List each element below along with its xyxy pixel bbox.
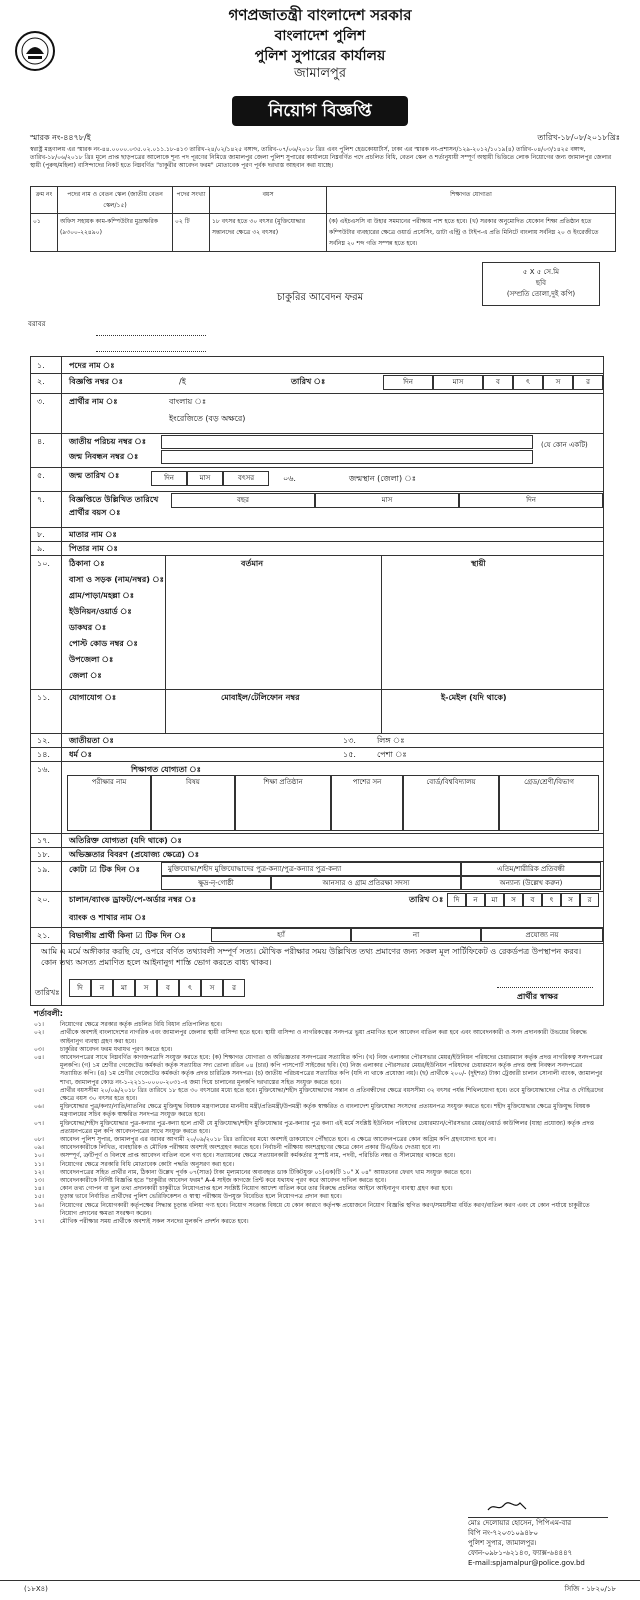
contact-divider — [381, 689, 382, 733]
date-label: তারিখ ঃ — [409, 895, 444, 904]
occupation-label: পেশা ঃ — [377, 750, 407, 759]
row-number: ১১. — [37, 693, 50, 702]
dob-month-cell[interactable]: মাস — [187, 471, 223, 486]
row-number: ০৬. — [283, 474, 296, 483]
birth-district-label: জন্মস্থান (জেলা) ঃ — [349, 474, 417, 483]
memo-number: স্মারক নং-৪৪৭৮/ই — [30, 133, 91, 142]
date-cell[interactable]: স — [201, 979, 223, 997]
condition-text: নিয়োগের ক্ষেত্রে সরকার কর্তৃক প্রচলিত বিধি বিধান প্রতিপালিত হবে। — [60, 1021, 222, 1029]
address-field-label: ইউনিয়ন/ওয়ার্ড ঃ — [69, 607, 132, 616]
row-label: শিক্ষাগত যোগ্যতা ঃ — [131, 765, 201, 774]
address-divider — [165, 555, 166, 689]
condition-text: আবেদনকারীকে নির্দিষ্ট বিজ্ঞপ্তি হতে "চাকুরীর আবেদন ফরম" A-4 সাইজ কাগজে প্রিন্ট করে যথাযথ পূরণ করে আবেদন দাখিল করতে হবে। — [60, 1177, 387, 1185]
row-contact[interactable] — [31, 689, 603, 734]
condition-number: ১৪। — [34, 1185, 44, 1193]
condition-number: ০৯। — [34, 1144, 44, 1152]
cell-post: অফিস সহায়ক কাম-কম্পিউটার মুদ্রাক্ষরিক (৯৩০০-২২৪৯০) — [58, 214, 173, 252]
photo-size: ৫ X ৫ সে.মি — [522, 268, 560, 276]
signatory-name: মোঃ দেলোয়ার হোসেন, পিপিএম-বার — [468, 1519, 572, 1527]
row-number: ১২. — [37, 736, 50, 745]
signatory-title: পুলিশ সুপার, জামালপুর। — [468, 1539, 537, 1547]
departmental-yes[interactable]: হ্যাঁ — [211, 928, 351, 942]
address-field-label: জেলা ঃ — [69, 671, 102, 680]
condition-item — [34, 1120, 604, 1136]
address-line[interactable] — [96, 334, 206, 336]
condition-text: আবেদনপত্রের সাথে নিম্নবর্ণিত কাগজপত্রাদি সংযুক্ত করতে হবে: (ক) শিক্ষাগত যোগ্যতা ও অভিজ্ঞতার সনদপত্রের সত্যায়িত কপি। (খ) নিজ এলাকার পৌরসভার মেয়র/ইউনিয়ন পরিষদের চেয়ারম্যান কর্তৃক প্রদত্ত নাগরিকত্ব সনদপত্রের মূলকপি। (গ) ১ম শ্রেণীর গেজেটেড কর্মকর্তা কর্তৃক সত্যায়িত সদ্য তোলা রঙিন ০৪ (চার) কপি পাসপোর্ট সাইজের ছবি। (ঘ) নিজ এলাকার পৌরসভার মেয়র/ইউনিয়ন পরিষদের চেয়ারম্যান কর্তৃক প্রদত্ত জন্ম নিবন্ধন সনদপত্রের সত্যায়িত কপি। (ঙ) ১ম শ্রেণীর গেজেটেড কর্মকর্তা কর্তৃক প্রদত্ত চারিত্রিক সনদপত্র। (চ) জাতীয় পরিচয়পত্রের সত্যায়িত কপি (যদি না থাকে প্রযোজ্য নয়)। (ছ) প্রার্থীকে ২০০/- (দুইশত) টাকা ট্রেজারী চালান সোনালী ব্যাংক, জামালপুর শাখা, জামালপুর কোড নং-১-২২১১-০০০০-২০৩১-এ জমা দিয়ে চালানের মূলকপি দরখাস্তের সহিত সংযুক্ত করতে হবে। — [60, 1054, 603, 1086]
to-label: বরাবর — [28, 320, 46, 328]
bank-branch-label: ব্যাংক ও শাখার নাম ঃ — [69, 913, 146, 922]
date-day-cell[interactable]: দিন — [383, 375, 433, 390]
condition-number: ০৬। — [34, 1103, 44, 1111]
contact-divider — [165, 689, 166, 733]
condition-number: ০৫। — [34, 1086, 44, 1094]
condition-number: ১১। — [34, 1160, 44, 1168]
quota-ethnic[interactable]: ক্ষুদ্র-নৃ-গোষ্ঠী — [161, 876, 271, 890]
row-number: ১৯. — [37, 865, 50, 874]
mobile-label: মোবাইল/টেলিফোন নম্বর — [221, 693, 300, 702]
condition-number: ১৩। — [34, 1177, 44, 1185]
condition-number: ০৩। — [34, 1045, 44, 1053]
condition-item — [34, 1103, 604, 1119]
declaration-text: আমি এ মর্মে অঙ্গীকার করছি যে, ওপরে বর্ণিত তথ্যাবলী সম্পূর্ণ সত্য। মৌখিক পরীক্ষার সময় উল্লিখিত তথ্য প্রমাণের জন্য সকল মূল সার্টিফিকেট ও রেকর্ডপত্র উপস্থাপন করব। কোন তথ্য অসত্য প্রমাণিত হলে আইনানুগ শাস্তি ভোগ করতে বাধ্য থাকব। — [41, 947, 582, 967]
footer — [0, 1580, 640, 1595]
address-field-label: ডাকঘর ঃ — [69, 623, 107, 632]
row-number: ১০. — [37, 559, 50, 568]
row-number: ১৫. — [343, 750, 356, 759]
form-title: চাকুরির আবেদন ফরম — [276, 292, 364, 303]
row-label: অভিজ্ঞতার বিবরণ (প্রযোজ্য ক্ষেত্রে) ঃ — [69, 850, 200, 859]
row-father-name[interactable] — [31, 541, 603, 556]
signature-line[interactable] — [497, 977, 593, 988]
condition-number: ০১। — [34, 1021, 44, 1029]
gender-label: লিঙ্গ ঃ — [377, 736, 405, 745]
cell-qualification: (ক) এইচএসসি বা উহার সমমানের পরীক্ষায় পাশ হতে হবে। (খ) সরকার অনুমোদিত যেকোন শিক্ষা প্রতিষ্ঠান হতে কম্পিউটার ব্যবহারের ক্ষেত্রে ওয়ার্ড প্রসেসিং, ডাটা এন্ট্রি ও টাইপ-এ প্রতি মিনিটে বাংলায় সর্বনিম্ন ২০ ও ইংরেজীতে সর্বনিম্ন ২০ শব্দ গতি সম্পন্ন হতে হবে। — [327, 214, 616, 252]
address-field-label: পোস্ট কোড নম্বর ঃ — [69, 639, 138, 648]
row-extra-qualification[interactable] — [31, 833, 603, 848]
row-number: ৭. — [37, 495, 45, 504]
row-label: ধর্ম ঃ — [69, 750, 92, 759]
condition-number: ০৭। — [34, 1119, 44, 1127]
permanent-address-label: স্থায়ী — [471, 559, 486, 568]
row-post-name[interactable] — [31, 357, 603, 374]
row-number: ৪. — [37, 437, 45, 446]
edu-col-subject[interactable]: বিষয় — [151, 775, 235, 831]
row-quota[interactable] — [31, 861, 603, 892]
row-number: ১৪. — [37, 750, 50, 759]
edu-col-board[interactable]: বোর্ড/বিশ্ববিদ্যালয় — [403, 775, 499, 831]
edu-col-institution[interactable]: শিক্ষা প্রতিষ্ঠান — [235, 775, 331, 831]
row-label: প্রার্থীর নাম ঃ — [69, 397, 118, 406]
cell-serial: ০১ — [31, 214, 58, 252]
birth-reg-cells[interactable] — [161, 450, 533, 464]
row-dob[interactable] — [31, 467, 603, 492]
condition-text: মুক্তিযোদ্ধা/শহীদ মুক্তিযোদ্ধার পুত্র-কন্যার পুত্র-কন্যা হলে প্রার্থী যে মুক্তিযোদ্ধা/শহীদ মুক্তিযোদ্ধার পুত্র-কন্যার পুত্র কন্যা এই মর্মে সংশ্লিষ্ট ইউনিয়ন পরিষদের চেয়ারম্যান/পৌরসভার মেয়র/ওয়ার্ড কাউন্সিলর (যাহা প্রযোজ্য) কর্তৃক প্রদত্ত প্রত্যয়নপত্রের মূল কপি আবেদনপত্রের সাথে সংযুক্ত করতে হবে। — [60, 1119, 594, 1135]
col-qualification: শিক্ষাগত যোগ্যতা — [327, 187, 616, 214]
district-title: জামালপুর — [293, 66, 347, 81]
dob-day-cell[interactable]: দিন — [151, 471, 187, 486]
circular-suffix: /ই — [179, 377, 186, 386]
row-experience[interactable] — [31, 847, 603, 862]
row-nid[interactable] — [31, 433, 603, 468]
dob-year-cell[interactable]: বৎসর — [223, 471, 269, 486]
date-label: তারিখ ঃ — [291, 377, 326, 386]
condition-text: নিয়োগের ক্ষেত্রে নিয়োগকারী কর্তৃপক্ষের সিদ্ধান্ত চূড়ান্ত বলিয়া গণ্য হবে। নিয়োগ সংক্রান্ত বিষয়ে যে কোন কারণে কর্তৃপক্ষ প্রয়োজনে নিয়োগ বিজ্ঞপ্তি স্থগিত করণ/সময়সীমা বর্ধিত করণ/বাতিল করণ এবং যে কোন পর্যায়ে চাকুরীতে নিয়োগ প্রদানের ক্ষমতা সংরক্ষণ করেন। — [60, 1201, 590, 1217]
condition-item — [34, 1169, 604, 1177]
nid-cells[interactable] — [161, 435, 533, 449]
condition-number: ১০। — [34, 1152, 44, 1160]
signatory-block — [468, 1500, 608, 1568]
condition-item — [34, 1054, 604, 1087]
row-label: বিভাগীয় প্রার্থী কিনা ☑ টিক দিন ঃ — [69, 931, 186, 940]
row-mother-name[interactable] — [31, 527, 603, 542]
row-label: বিজ্ঞপ্তি নম্বর ঃ — [69, 377, 123, 386]
date-cell[interactable]: মা — [113, 979, 135, 997]
date-cell[interactable]: র — [223, 979, 245, 997]
condition-text: আবেদনকারীকে লিখিত, ব্যবহারিক ও মৌখিক পরীক্ষায় অবশ্যই অংশগ্রহণ করতে হবে। নির্বাচনী পরীক্ষায় অংশগ্রহণের ক্ষেত্রে কোন প্রকার টিএ/ডিএ দেওয়া হবে না। — [60, 1144, 441, 1152]
quota-others[interactable]: অন্যান্য (উল্লেখ করুন) — [461, 876, 601, 890]
condition-item — [34, 1202, 604, 1218]
condition-text: চাকুরির আবেদন ফরম যথাযথ পূরণ করতে হবে। — [60, 1045, 173, 1053]
col-serial: ক্রম নং — [31, 187, 58, 214]
date-year-cell[interactable]: স — [543, 375, 573, 390]
post-table — [30, 186, 616, 252]
row-label: জন্ম তারিখ ঃ — [69, 471, 120, 480]
edu-col-year[interactable]: পাশের সন — [331, 775, 403, 831]
date-cell[interactable]: ব — [157, 979, 179, 997]
address-field-label: গ্রাম/পাড়া/মহল্লা ঃ — [69, 591, 135, 600]
edu-col-grade[interactable]: গ্রেড/শ্রেণী/বিভাগ — [499, 775, 599, 831]
dept-title: বাংলাদেশ পুলিশ — [274, 28, 366, 44]
row-religion[interactable] — [31, 747, 603, 762]
row-label: যোগাযোগ ঃ — [69, 693, 117, 702]
signatory-phone: ফোন-০৯৮১-৬২১৪৩, ফ্যাক্স-৬৪৪৪৭ — [468, 1549, 573, 1557]
age-day-cell[interactable]: দিন — [459, 493, 603, 508]
signatory-email: E-mail:spjamalpur@police.gov.bd — [468, 1559, 585, 1567]
condition-item — [34, 1046, 604, 1054]
address-line[interactable] — [96, 350, 206, 352]
condition-item — [34, 1029, 604, 1045]
departmental-na[interactable]: প্রযোজ্য নয় — [481, 928, 603, 942]
condition-text: প্রার্থীর বয়সসীমা ২০/০৯/২০১৮ খ্রিঃ তারিখে ১৮ হতে ৩০ বৎসরের মধ্যে হতে হবে। মুক্তিযোদ্ধা/শহীদ মুক্তিযোদ্ধাদের সন্তান ও প্রতিবন্ধীদের ক্ষেত্রে বয়সসীমা ৩২ বৎসর পর্যন্ত শিথিলযোগ্য হবে। তবে মুক্তিযোদ্ধাদের পৌত্র ও দৌহিত্রদের ক্ষেত্রে বয়স ৩০ বৎসর হতে হবে। — [60, 1086, 604, 1103]
date-cell[interactable]: ব — [523, 893, 542, 907]
declaration-date-label: তারিখঃ — [35, 988, 60, 997]
email-label: ই-মেইল (যদি থাকে) — [441, 693, 507, 702]
condition-text: চূড়ান্ত ভাবে নির্বাচিত প্রার্থীদের পুলিশ ভেরিফিকেশন ও স্বাস্থ্য পরীক্ষায় উপযুক্ত বিবেচিত হলে নিয়োগপত্র প্রদান করা হবে। — [60, 1193, 342, 1201]
signature-scribble-icon — [486, 1500, 530, 1514]
date-year-cell[interactable]: ব — [483, 375, 513, 390]
address-divider — [381, 555, 382, 689]
age-month-cell[interactable]: মাস — [315, 493, 459, 508]
date-cell[interactable]: দি — [447, 893, 466, 907]
table-row — [31, 214, 616, 252]
footer-code: সিজি - ১৮২০/১৮ — [564, 1585, 616, 1593]
application-form — [30, 356, 604, 1006]
row-number: ২১. — [37, 931, 50, 940]
condition-item — [34, 1161, 604, 1169]
condition-item — [34, 1218, 604, 1226]
photo-label: ছবি — [535, 279, 547, 287]
departmental-no[interactable]: না — [351, 928, 481, 942]
col-age: বয়স — [210, 187, 327, 214]
applicant-signature-label: প্রার্থীর স্বাক্ষর — [517, 992, 559, 1001]
intro-paragraph: স্বরাষ্ট্র মন্ত্রণালয় এর স্মারক নং-৪৪.০০০০.০৩৫.০২.০১১.১৮-৪১৩ তারিখ-২৪/০২/১৪২৫ বঙ্গাব্দ, তারিখ-০৭/০৬/২০১৮ খ্রিঃ এবং পুলিশ হেডকোয়ার্টার্স, ঢাকা এর স্মারক নং-প্রশাসন/১২৯-২০১২/১০১৯(৪) তারিখ-০৪/০৩/১৪২৫ বঙ্গাব্দ, তারিখ-১৮/০৬/২০১৮ খ্রিঃ মূলে প্রাপ্ত ছাড়পত্রের আলোকে শূন্য পদ পূরণের নিমিত্তে জামালপুর জেলা পুলিশ সুপারের কার্যালয়ে নিম্নবর্ণিত পদে প্রচলিত বিধি, বেতন স্কেল ও শর্তানুযায়ী সম্পূর্ণ অস্থায়ী ভিত্তিতে লোক নিয়োগের জন্য জামালপুর জেলার স্থায়ী (পুরুষ/মহিলা) বাসিন্দাদের নিকট হতে নিম্নবর্ণিত "চাকুরীর আবেদন ফরম" মোতাবেক পূরণ পূর্বক দরখাস্ত আহবান করা যাচ্ছে। — [30, 146, 612, 169]
condition-number: ০৮। — [34, 1136, 44, 1144]
condition-number: ১৬। — [34, 1201, 44, 1209]
row-departmental[interactable] — [31, 927, 603, 944]
conditions-title: শর্তাবলী: — [34, 1009, 63, 1018]
row-circular-no[interactable] — [31, 373, 603, 394]
date-year-cell[interactable]: র — [573, 375, 603, 390]
row-number: ১৭. — [37, 836, 50, 845]
govt-title: গণপ্রজাতন্ত্রী বাংলাদেশ সরকার — [228, 6, 412, 24]
date-month-cell[interactable]: মাস — [433, 375, 483, 390]
date-cell[interactable]: ন — [91, 979, 113, 997]
name-bangla-label: বাংলায় ঃ — [169, 397, 207, 406]
row-address[interactable] — [31, 555, 603, 690]
quota-ansar-vdp[interactable]: আনসার ও গ্রাম প্রতিরক্ষা সদস্য — [271, 876, 461, 890]
col-count: পদের সংখ্যা — [173, 187, 210, 214]
row-label: চালান/ব্যাংক ড্রাফট/পে-অর্ডার নম্বর ঃ — [69, 895, 197, 904]
row-label: ঠিকানা ঃ — [69, 559, 105, 568]
condition-number: ১৫। — [34, 1193, 44, 1201]
post-table-header — [31, 187, 616, 214]
condition-number: ০২। — [34, 1029, 44, 1037]
row-education[interactable] — [31, 761, 603, 834]
row-applicant-name[interactable] — [31, 393, 603, 434]
condition-number: ০৪। — [34, 1054, 44, 1062]
row-challan[interactable] — [31, 891, 603, 928]
row-nationality[interactable] — [31, 733, 603, 748]
date-cell[interactable]: ৎ — [542, 893, 561, 907]
edu-col-exam[interactable]: পরীক্ষার নাম — [67, 775, 151, 831]
date-cell[interactable]: র — [580, 893, 599, 907]
row-age[interactable] — [31, 491, 603, 528]
address-field-label: উপজেলা ঃ — [69, 655, 114, 664]
quota-freedom-fighter[interactable]: মুক্তিযোদ্ধা/শহীদ মুক্তিযোদ্ধাদের পুত্র-কন্যা/পুত্র-কন্যার পুত্র-কন্যা — [161, 862, 461, 876]
condition-item — [34, 1087, 604, 1103]
date-cell[interactable]: ৎ — [179, 979, 201, 997]
row-label: মাতার নাম ঃ — [69, 530, 117, 539]
condition-text: নিয়োগের ক্ষেত্রে সরকারি বিধি মোতাবেক কোটা পদ্ধতি অনুসরণ করা হবে। — [60, 1160, 234, 1168]
name-english-label: ইংরেজিতে (বড় অক্ষরে) — [169, 414, 246, 423]
cell-age: ১৮ বৎসর হতে ৩০ বৎসর (মুক্তিযোদ্ধার সন্তানদের ক্ষেত্রে ৩২ বৎসর) — [210, 214, 327, 252]
row-number: ১৩. — [343, 736, 356, 745]
row-number: ২০. — [37, 895, 50, 904]
row-label: জাতীয় পরিচয় নম্বর ঃ — [69, 437, 147, 446]
row-label: জাতীয়তা ঃ — [69, 736, 114, 745]
conditions-section — [34, 1010, 604, 1226]
row-label: পিতার নাম ঃ — [69, 544, 118, 553]
condition-item — [34, 1152, 604, 1160]
row-number: ১. — [37, 361, 45, 370]
photo-note: (সম্প্রতি তোলা,দুই কপি) — [506, 290, 576, 298]
condition-text: আবেদনপত্রের সহিত প্রার্থীর নাম, ঠিকানা উল্লেখ পূর্বক ০৭(সাত) টাকা মূল্যমানের অব্যবহৃত ডাক টিকিটযুক্ত ০১(এক)টি ১০" X ০৪" আয়তনের ফেরৎ খাম সংযুক্ত করতে হবে। — [60, 1168, 472, 1176]
address-field-label: বাসা ও সড়ক (নাম/নম্বর) ঃ — [69, 575, 164, 584]
date-cell[interactable]: দি — [69, 979, 91, 997]
date-year-cell[interactable]: ৎ — [513, 375, 543, 390]
either-one-note: (যে কোন একটি) — [541, 441, 588, 449]
age-year-cell[interactable]: বছর — [171, 493, 315, 508]
notice-date: তারিখ-১৮/০৮/২০১৮খ্রিঃ — [537, 133, 620, 142]
present-address-label: বর্তমান — [241, 559, 263, 568]
condition-text: মৌখিক পরীক্ষার সময় প্রার্থীকে অবশ্যই সকল সনদের মূলকপি প্রদর্শন করতে হবে। — [60, 1218, 249, 1226]
notice-banner: নিয়োগ বিজ্ঞপ্তি — [232, 96, 408, 126]
row-number: ৮. — [37, 530, 45, 539]
signatory-bp: বিপি নং-৭২০৩১০৯৪৮০ — [468, 1529, 539, 1537]
date-cell[interactable]: স — [561, 893, 580, 907]
condition-text: অসম্পূর্ণ, ত্রুটিপূর্ণ ও বিলম্বে প্রাপ্ত আবেদন বাতিল বলে গণ্য হবে। সত্যায়নের ক্ষেত্রে সত্যায়নকারী কর্মকর্তার সুস্পষ্ট নাম, পদবী, পরিচিতি নম্বর ও সীলমোহর থাকতে হবে। — [60, 1152, 456, 1160]
row-number: ৯. — [37, 544, 45, 553]
condition-text: আবেদন পুলিশ সুপার, জামালপুর এর বরাবর আগামী ২০/০৯/২০১৮ খ্রিঃ তারিখের মধ্যে অবশ্যই ডাকযোগে পৌঁছাতে হবে। এ ক্ষেত্রে আবেদনপত্রের কোন অগ্রিম কপি গ্রহণযোগ্য হবে না। — [60, 1136, 496, 1144]
condition-text: প্রার্থীকে অবশ্যই বাংলাদেশের নাগরিক এবং জামালপুর জেলার স্থায়ী বাসিন্দা হতে হবে। স্থায়ী বাসিন্দা ও নাগরিকত্বের সনদপত্র ভুয়া প্রমাণিত হলে আবেদন বাতিল করা হবে এবং আবেদনকারী ও সনদ প্রদানকারী উভয়ের বিরুদ্ধে আইনানুগ ব্যবস্থা গ্রহণ করা হবে। — [60, 1029, 587, 1045]
row-label: বিজ্ঞপ্তিতে উল্লিখিত তারিখে প্রার্থীর বয়স ঃ — [69, 495, 159, 517]
row-number: ২. — [37, 377, 45, 386]
conditions-list — [34, 1021, 604, 1226]
footer-size: (১৮X৪) — [24, 1585, 48, 1593]
condition-text: কোন তথ্য গোপন বা ভুল তথ্য প্রদানকারী চাকুরীতে নিয়োগপ্রাপ্ত হলে সংশ্লিষ্ট নিয়োগ আদেশ বাতিল করে তার বিরুদ্ধে প্রচলিত আইনে আইনানুগ ব্যবস্থা গ্রহণ করা হবে। — [60, 1185, 453, 1193]
condition-number: ১২। — [34, 1168, 44, 1176]
condition-item — [34, 1193, 604, 1201]
declaration-block — [31, 943, 603, 1005]
condition-number: ১৭। — [34, 1218, 44, 1226]
row-label: পদের নাম ঃ — [69, 361, 115, 370]
date-cell[interactable]: মা — [485, 893, 504, 907]
cell-count: ০২ টি — [173, 214, 210, 252]
row-number: ১৬. — [37, 765, 50, 774]
row-number: ৩. — [37, 397, 45, 406]
col-post: পদের নাম ও বেতন স্কেল (জাতীয় বেতন স্কেল/১৫) — [58, 187, 173, 214]
office-title: পুলিশ সুপারের কার্যালয় — [254, 48, 386, 64]
date-cell[interactable]: ন — [466, 893, 485, 907]
row-number: ৫. — [37, 471, 45, 480]
date-cell[interactable]: স — [504, 893, 523, 907]
quota-orphan-disabled[interactable]: এতিম/শারীরিক প্রতিবন্ধী — [461, 862, 601, 876]
birth-reg-label: জন্ম নিবন্ধন নম্বর ঃ — [69, 452, 139, 461]
date-cell[interactable]: স — [135, 979, 157, 997]
condition-text: মুক্তিযোদ্ধার পুত্র/কন্যা/নাতি/নাতনির ক্ষেত্রে মুক্তিযুদ্ধ বিষয়ক মন্ত্রণালয়ের মাননীয় মন্ত্রী/প্রতিমন্ত্রী/উপমন্ত্রী কর্তৃক স্বাক্ষরিত ও বাংলাদেশ মুক্তিযোদ্ধা সংসদের প্রত্যয়নপত্র সংযুক্ত করতে হবে। শহীদ মুক্তিযোদ্ধার ক্ষেত্রে মুক্তিযুদ্ধ বিষয়ক মন্ত্রণালয়ের সচিব কর্তৃক স্বাক্ষরিত সনদপত্র সংযুক্ত করতে হবে। — [60, 1103, 590, 1119]
row-number: ১৮. — [37, 850, 50, 859]
row-label: কোটা ☑ টিক দিন ঃ — [69, 865, 140, 874]
row-label: অতিরিক্ত যোগ্যতা (যদি থাকে) ঃ — [69, 836, 182, 845]
